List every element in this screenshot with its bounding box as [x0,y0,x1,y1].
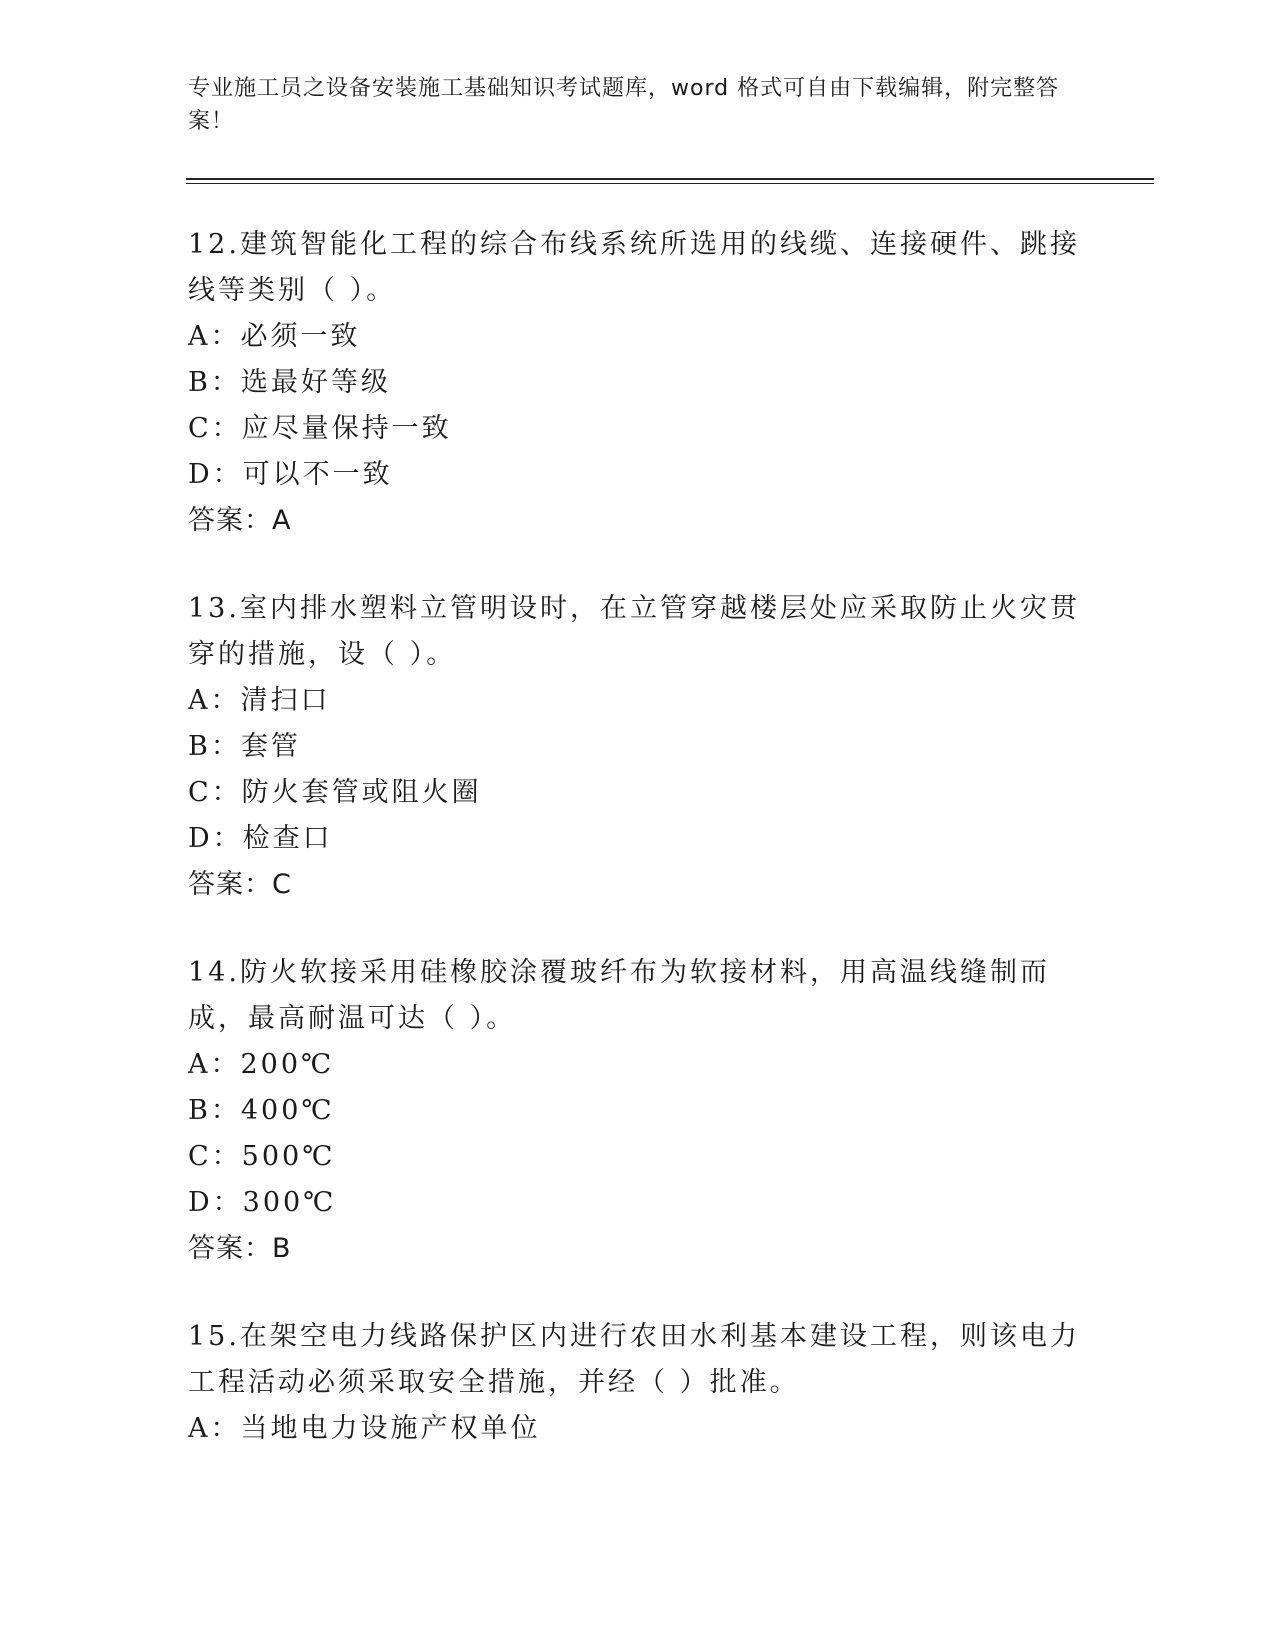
question-12 [188,222,1088,544]
option-b: B：套管 [188,731,301,762]
option-c: C：防火套管或阻火圈 [188,777,482,808]
question-15 [188,1314,1088,1452]
question-13 [188,586,1088,908]
document-header: 专业施工员之设备安装施工基础知识考试题库，word 格式可自由下载编辑，附完整答案！ [188,76,1060,134]
question-stem: 12.建筑智能化工程的综合布线系统所选用的线缆、连接硬件、跳接线等类别（ ）。 [188,229,1080,306]
option-d: D：可以不一致 [188,459,393,490]
option-a: A：必须一致 [188,321,361,352]
question-stem: 13.室内排水塑料立管明设时，在立管穿越楼层处应采取防止火灾贯穿的措施，设（ ）。 [188,593,1080,670]
answer: 答案：A [188,505,292,536]
question-stem: 15.在架空电力线路保护区内进行农田水利基本建设工程，则该电力工程活动必须采取安全措施，并经（ ）批准。 [188,1321,1080,1398]
option-d: D：检查口 [188,823,333,854]
option-a: A：当地电力设施产权单位 [188,1413,541,1444]
option-b: B：选最好等级 [188,367,391,398]
question-stem: 14.防火软接采用硅橡胶涂覆玻纤布为软接材料，用高温线缝制而成，最高耐温可达（ ）。 [188,957,1050,1034]
question-14 [188,950,1088,1272]
option-d: D：300℃ [188,1187,337,1218]
option-b: B：400℃ [188,1095,335,1126]
option-c: C：500℃ [188,1141,336,1172]
option-a: A：清扫口 [188,685,331,716]
option-c: C：应尽量保持一致 [188,413,452,444]
answer: 答案：C [188,869,292,900]
answer: 答案：B [188,1233,292,1264]
option-a: A：200℃ [188,1049,335,1080]
header-divider [186,178,1154,184]
